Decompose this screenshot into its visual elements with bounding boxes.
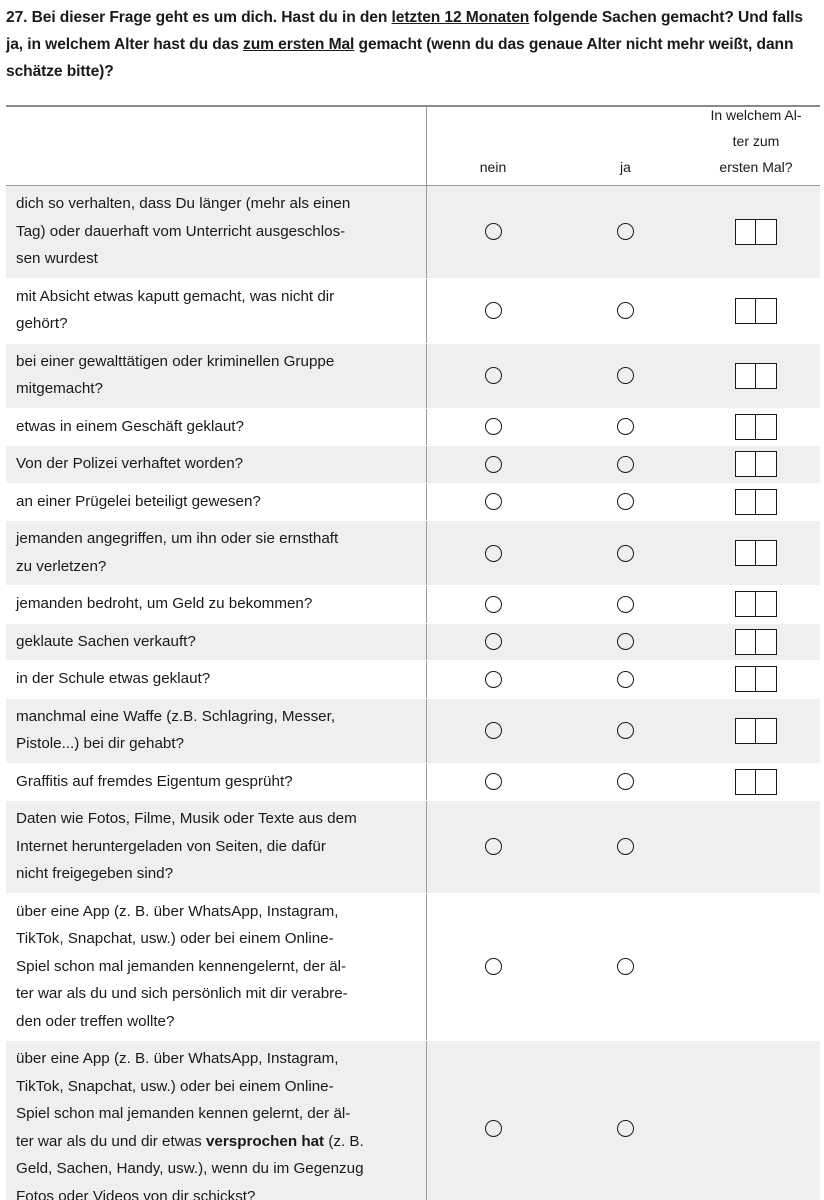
radio-ja[interactable] bbox=[617, 773, 634, 790]
age-digit-box[interactable] bbox=[735, 540, 757, 566]
row-label-text bbox=[16, 190, 350, 273]
row-label-text bbox=[16, 898, 348, 1036]
question-row bbox=[6, 446, 820, 484]
row-label-text bbox=[16, 590, 312, 618]
age-input[interactable] bbox=[735, 363, 777, 389]
question-middle: folgende Sachen gemacht? Und falls ja, in welchem Alter hast du das bbox=[6, 9, 803, 53]
radio-ja[interactable] bbox=[617, 367, 634, 384]
cell-age bbox=[692, 409, 820, 446]
age-digit-box[interactable] bbox=[735, 718, 757, 744]
row-label-line: zu verletzen? bbox=[16, 557, 107, 575]
row-label-line: bei einer gewalttätigen oder kriminellen Gruppe bbox=[16, 352, 335, 370]
row-label-line: mitgemacht? bbox=[16, 380, 103, 397]
age-digit-box[interactable] bbox=[735, 629, 757, 655]
cell-ja bbox=[559, 279, 692, 343]
radio-nein[interactable] bbox=[485, 1120, 502, 1137]
radio-ja[interactable] bbox=[617, 456, 634, 473]
age-digit-box[interactable] bbox=[735, 219, 757, 245]
header-label-cell bbox=[6, 107, 426, 185]
radio-ja[interactable] bbox=[617, 418, 634, 435]
question-intro: 27. Bei dieser Frage geht es um dich. Hast du in den bbox=[6, 9, 392, 26]
cell-nein bbox=[426, 521, 559, 585]
question-row bbox=[6, 186, 820, 279]
age-digit-box[interactable] bbox=[755, 540, 777, 566]
age-digit-box[interactable] bbox=[735, 489, 757, 515]
question-row bbox=[6, 661, 820, 699]
row-label-line: ter war als du und dir etwas versprochen hat (z. B. bbox=[16, 1132, 364, 1150]
column-header-age-line: In welchem Al- bbox=[710, 107, 802, 123]
row-label-line: TikTok, Snapchat, usw.) oder bei einem Online- bbox=[16, 930, 334, 947]
cell-age bbox=[692, 344, 820, 408]
age-digit-box[interactable] bbox=[735, 591, 757, 617]
cell-nein bbox=[426, 484, 559, 521]
cell-ja bbox=[559, 699, 692, 763]
column-header-age-text bbox=[704, 102, 808, 180]
age-input[interactable] bbox=[735, 629, 777, 655]
row-label bbox=[6, 409, 426, 446]
row-label-text bbox=[16, 768, 293, 796]
age-digit-box[interactable] bbox=[755, 666, 777, 692]
cell-nein bbox=[426, 186, 559, 278]
radio-nein[interactable] bbox=[485, 633, 502, 650]
row-label-line: Tag) oder dauerhaft vom Unterricht ausgeschlos- bbox=[16, 222, 346, 240]
question-row bbox=[6, 801, 820, 894]
row-label-line: mit Absicht etwas kaputt gemacht, was nicht dir bbox=[16, 287, 335, 305]
row-label-line: ter war als du und sich persönlich mit dir verabre- bbox=[16, 985, 348, 1002]
age-digit-box[interactable] bbox=[735, 666, 757, 692]
cell-ja bbox=[559, 186, 692, 278]
row-label-text bbox=[16, 283, 334, 338]
radio-nein[interactable] bbox=[485, 302, 502, 319]
question-row bbox=[6, 699, 820, 764]
radio-ja[interactable] bbox=[617, 671, 634, 688]
age-digit-box[interactable] bbox=[755, 414, 777, 440]
row-label-line: geklaute Sachen verkauft? bbox=[16, 632, 196, 650]
radio-nein[interactable] bbox=[485, 722, 502, 739]
row-label-text bbox=[16, 703, 335, 758]
question-row bbox=[6, 1041, 820, 1200]
radio-ja[interactable] bbox=[617, 545, 634, 562]
age-digit-box[interactable] bbox=[755, 718, 777, 744]
radio-nein[interactable] bbox=[485, 958, 502, 975]
column-header-age-line: ter zum bbox=[732, 133, 780, 149]
row-label bbox=[6, 801, 426, 893]
row-label-text bbox=[16, 488, 261, 516]
row-label bbox=[6, 624, 426, 661]
cell-age bbox=[692, 801, 820, 893]
question-end: gemacht (wenn du das genaue Alter nicht mehr weißt, dann schätze bitte)? bbox=[6, 36, 794, 80]
row-label-line: in der Schule etwas geklaut? bbox=[16, 670, 211, 687]
question-emphasis-first-time: zum ersten Mal bbox=[243, 36, 355, 53]
age-digit-box[interactable] bbox=[755, 489, 777, 515]
cell-age bbox=[692, 764, 820, 801]
radio-ja[interactable] bbox=[617, 838, 634, 855]
cell-nein bbox=[426, 1041, 559, 1200]
row-label-line: Fotos oder Videos von dir schickst? bbox=[16, 1187, 256, 1200]
cell-ja bbox=[559, 764, 692, 801]
row-label-line: Spiel schon mal jemanden kennengelernt, der äl- bbox=[16, 957, 347, 975]
cell-ja bbox=[559, 801, 692, 893]
row-label-text bbox=[16, 413, 244, 441]
row-label bbox=[6, 586, 426, 623]
row-label-line: TikTok, Snapchat, usw.) oder bei einem Online- bbox=[16, 1077, 334, 1095]
cell-ja bbox=[559, 586, 692, 623]
cell-nein bbox=[426, 801, 559, 893]
cell-nein bbox=[426, 586, 559, 623]
row-label bbox=[6, 661, 426, 698]
row-label-text bbox=[16, 348, 334, 403]
row-label-line: Daten wie Fotos, Filme, Musik oder Texte aus dem bbox=[16, 810, 357, 827]
age-input[interactable] bbox=[735, 540, 777, 566]
column-header-ja: ja bbox=[620, 159, 631, 175]
cell-age bbox=[692, 186, 820, 278]
cell-ja bbox=[559, 409, 692, 446]
question-row bbox=[6, 764, 820, 802]
age-digit-box[interactable] bbox=[735, 414, 757, 440]
cell-nein bbox=[426, 624, 559, 661]
age-input[interactable] bbox=[735, 451, 777, 477]
radio-ja[interactable] bbox=[617, 722, 634, 739]
row-label-line: über eine App (z. B. über WhatsApp, Instagram, bbox=[16, 902, 339, 920]
row-label-line: manchmal eine Waffe (z.B. Schlagring, Messer, bbox=[16, 707, 336, 725]
radio-nein[interactable] bbox=[485, 671, 502, 688]
column-header-age bbox=[692, 107, 820, 185]
cell-age bbox=[692, 699, 820, 763]
row-label-line: über eine App (z. B. über WhatsApp, Instagram, bbox=[16, 1050, 339, 1067]
row-label-text bbox=[16, 525, 338, 580]
cell-nein bbox=[426, 699, 559, 763]
row-label-line: Von der Polizei verhaftet worden? bbox=[16, 455, 244, 472]
radio-ja[interactable] bbox=[617, 958, 634, 975]
radio-nein[interactable] bbox=[485, 418, 502, 435]
radio-nein[interactable] bbox=[485, 838, 502, 855]
row-label bbox=[6, 446, 426, 483]
cell-ja bbox=[559, 661, 692, 698]
cell-age bbox=[692, 894, 820, 1041]
radio-ja[interactable] bbox=[617, 633, 634, 650]
radio-nein[interactable] bbox=[485, 545, 502, 562]
cell-ja bbox=[559, 446, 692, 483]
radio-ja[interactable] bbox=[617, 596, 634, 613]
cell-ja bbox=[559, 344, 692, 408]
cell-ja bbox=[559, 624, 692, 661]
radio-nein[interactable] bbox=[485, 773, 502, 790]
row-label bbox=[6, 894, 426, 1041]
column-header-nein: nein bbox=[426, 107, 559, 185]
row-label-line: Geld, Sachen, Handy, usw.), wenn du im Gegenzug bbox=[16, 1160, 364, 1177]
question-row bbox=[6, 344, 820, 409]
row-label bbox=[6, 484, 426, 521]
age-digit-box[interactable] bbox=[755, 769, 777, 795]
age-input[interactable] bbox=[735, 718, 777, 744]
row-label bbox=[6, 699, 426, 763]
row-label-line: etwas in einem Geschäft geklaut? bbox=[16, 417, 244, 435]
row-label bbox=[6, 279, 426, 343]
age-input[interactable] bbox=[735, 489, 777, 515]
age-digit-box[interactable] bbox=[755, 363, 777, 389]
cell-nein bbox=[426, 764, 559, 801]
question-row bbox=[6, 484, 820, 522]
cell-age bbox=[692, 279, 820, 343]
cell-age bbox=[692, 661, 820, 698]
cell-nein bbox=[426, 446, 559, 483]
radio-ja[interactable] bbox=[617, 302, 634, 319]
row-label bbox=[6, 1041, 426, 1200]
row-label-line: an einer Prügelei beteiligt gewesen? bbox=[16, 492, 261, 510]
radio-nein[interactable] bbox=[485, 596, 502, 613]
table-header bbox=[6, 107, 820, 186]
row-label bbox=[6, 344, 426, 408]
question-row bbox=[6, 894, 820, 1042]
row-label-text bbox=[16, 665, 210, 693]
age-input[interactable] bbox=[735, 219, 777, 245]
age-digit-box[interactable] bbox=[755, 629, 777, 655]
radio-nein[interactable] bbox=[485, 223, 502, 240]
cell-age bbox=[692, 624, 820, 661]
question-row bbox=[6, 521, 820, 586]
question-row bbox=[6, 586, 820, 624]
cell-nein bbox=[426, 409, 559, 446]
radio-ja[interactable] bbox=[617, 493, 634, 510]
cell-ja bbox=[559, 894, 692, 1041]
age-digit-box[interactable] bbox=[735, 298, 757, 324]
radio-nein[interactable] bbox=[485, 456, 502, 473]
survey-table bbox=[6, 105, 820, 1200]
cell-age bbox=[692, 1041, 820, 1200]
row-label-text bbox=[16, 628, 196, 656]
column-header-age-line: ersten Mal? bbox=[719, 159, 793, 175]
age-digit-box[interactable] bbox=[755, 219, 777, 245]
age-digit-box[interactable] bbox=[735, 363, 757, 389]
age-digit-box[interactable] bbox=[735, 451, 757, 477]
age-digit-box[interactable] bbox=[755, 298, 777, 324]
age-digit-box[interactable] bbox=[735, 769, 757, 795]
row-label-line: nicht freigegeben sind? bbox=[16, 865, 174, 882]
cell-age bbox=[692, 586, 820, 623]
row-label-line: jemanden bedroht, um Geld zu bekommen? bbox=[16, 595, 313, 612]
age-input[interactable] bbox=[735, 666, 777, 692]
cell-nein bbox=[426, 894, 559, 1041]
cell-ja bbox=[559, 1041, 692, 1200]
age-input[interactable] bbox=[735, 769, 777, 795]
cell-ja bbox=[559, 484, 692, 521]
question-text bbox=[6, 4, 820, 85]
row-label-line: Internet heruntergeladen von Seiten, die dafür bbox=[16, 837, 326, 855]
question-row bbox=[6, 624, 820, 662]
row-label-line: Pistole...) bei dir gehabt? bbox=[16, 735, 185, 752]
row-label bbox=[6, 764, 426, 801]
row-label-text bbox=[16, 805, 357, 888]
emphasis-text: versprochen hat bbox=[205, 1132, 325, 1150]
question-row bbox=[6, 409, 820, 447]
cell-age bbox=[692, 484, 820, 521]
radio-ja[interactable] bbox=[617, 223, 634, 240]
row-label-text bbox=[16, 450, 243, 478]
cell-nein bbox=[426, 279, 559, 343]
question-row bbox=[6, 279, 820, 344]
age-digit-box[interactable] bbox=[755, 451, 777, 477]
row-label bbox=[6, 186, 426, 278]
cell-age bbox=[692, 521, 820, 585]
age-input[interactable] bbox=[735, 591, 777, 617]
radio-ja[interactable] bbox=[617, 1120, 634, 1137]
cell-age bbox=[692, 446, 820, 483]
row-label-line: dich so verhalten, dass Du länger (mehr als einen bbox=[16, 195, 351, 212]
age-digit-box[interactable] bbox=[755, 591, 777, 617]
row-label-line: Spiel schon mal jemanden kennen gelernt, der äl- bbox=[16, 1105, 351, 1122]
age-input[interactable] bbox=[735, 298, 777, 324]
question-emphasis-timeframe: letzten 12 Monaten bbox=[391, 9, 530, 26]
cell-nein bbox=[426, 661, 559, 698]
radio-nein[interactable] bbox=[485, 367, 502, 384]
row-label bbox=[6, 521, 426, 585]
row-label-line: gehört? bbox=[16, 315, 68, 332]
row-label-line: jemanden angegriffen, um ihn oder sie ernsthaft bbox=[16, 530, 339, 547]
row-label-text bbox=[16, 1045, 364, 1200]
cell-nein bbox=[426, 344, 559, 408]
age-input[interactable] bbox=[735, 414, 777, 440]
radio-nein[interactable] bbox=[485, 493, 502, 510]
row-label-line: sen wurdest bbox=[16, 250, 98, 267]
row-label-line: den oder treffen wollte? bbox=[16, 1012, 175, 1030]
cell-ja bbox=[559, 521, 692, 585]
row-label-line: Graffitis auf fremdes Eigentum gesprüht? bbox=[16, 772, 293, 790]
